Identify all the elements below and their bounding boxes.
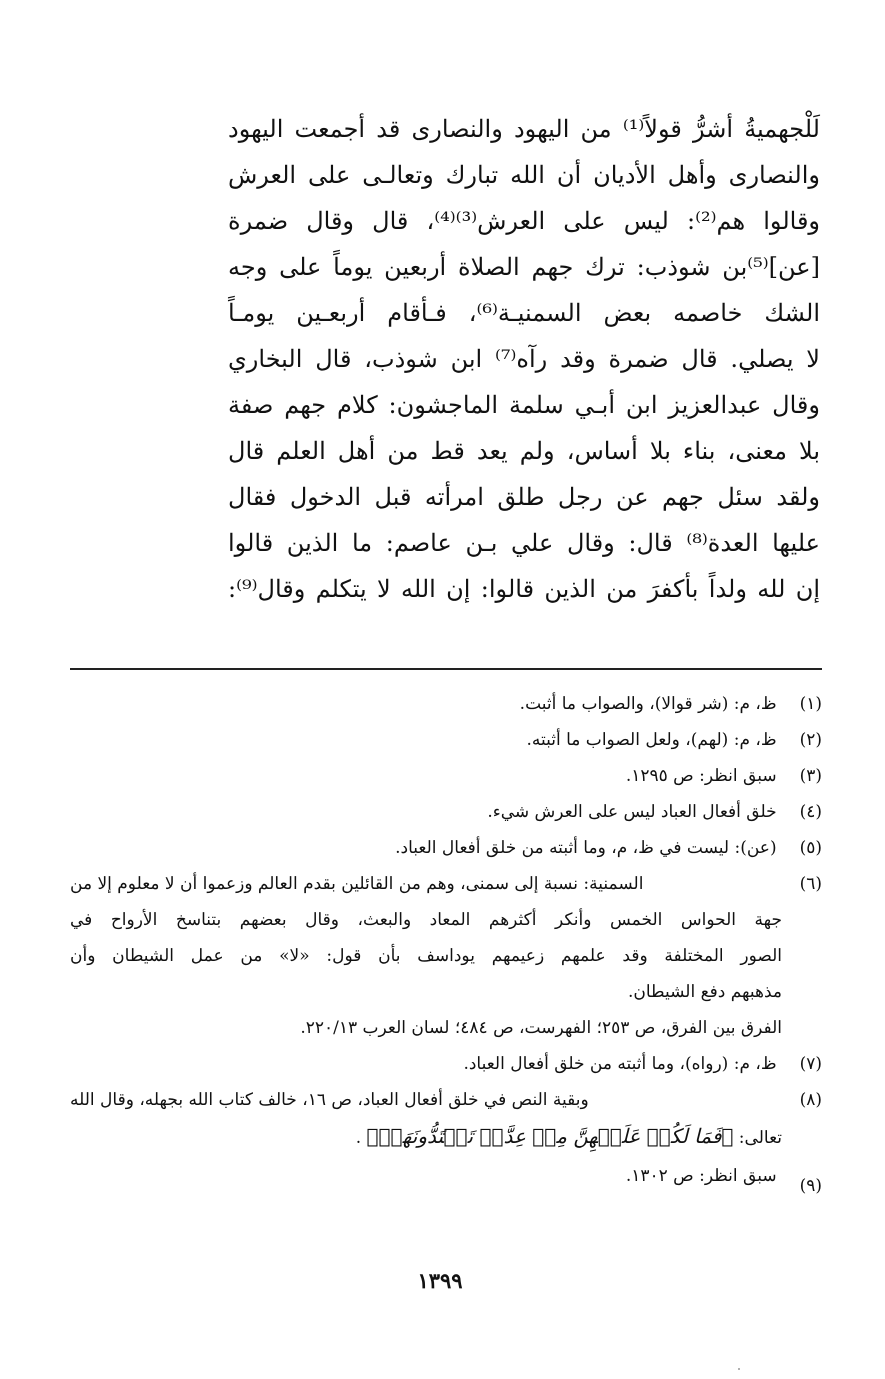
footnote-text: . [355,1128,362,1148]
footnote-number: (٧) [799,1054,822,1074]
footnote-3 [626,764,822,788]
page-number: ١٣٩٩ [417,1268,463,1293]
quran-verse: ﴿فَمَا لَكُمۡ عَلَيۡهِنَّ مِنۡ عِدَّةٖ تَعۡتَدُّونَهَاۖ﴾ [366,1124,734,1148]
footnote-6-continued: جهة الحواس الخمس وأنكر أكثرهم المعاد والبعث، وقال بعضهم بتناسخ الأرواح في [70,910,782,930]
footnote-number: (٨) [799,1090,822,1110]
footnote-number: (٢) [799,730,822,750]
main-text-line: إن لله ولداً بأكفرَ من الذين قالوا: إن الله لا يتكلم وقال⁽⁹⁾: [228,575,821,603]
footnote-6-continued: الصور المختلفة وقد علمهم زعيمهم يوداسف بأن قول: «لا» من عمل الشيطان وأن [70,946,782,966]
footnote-7 [463,1052,822,1076]
main-text-line: بلا معنى، بناء بلا أساس، ولم يعد قط من أهل العلم قال [228,437,820,465]
main-text-line: والنصارى وأهل الأديان أن الله تبارك وتعالـى على العرش [228,161,820,189]
footnote-6-sources: الفرق بين الفرق، ص ٢٥٣؛ الفهرست، ص ٤٨٤؛ لسان العرب ٢٢٠/١٣. [300,1018,782,1038]
footnote-separator [70,668,822,670]
scan-speck [738,1368,740,1370]
main-text-line: الشك خاصمه بعض السمنيـة⁽⁶⁾، فـأقام أربعـين يومـاً [228,299,820,327]
footnote-text: سبق انظر: ص ١٢٩٥. [625,766,777,786]
footnote-text: ظ، م: (شر قوالا)، والصواب ما أثبت. [519,694,777,714]
footnote-text: السمنية: نسبة إلى سمنى، وهم من القائلين بقدم العالم وزعموا أن لا معلوم إلا من [70,874,644,894]
footnote-number: (٤) [799,802,822,822]
footnote-number: (٥) [799,838,822,858]
footnote-2 [526,728,822,752]
footnote-6-continued: مذهبهم دفع الشيطان. [627,982,782,1002]
main-text-line: ولقد سئل جهم عن رجل طلق امرأته قبل الدخول فقال [228,483,820,511]
footnote-number: (٣) [799,766,822,786]
footnote-5 [395,836,822,860]
footnote-text: سبق انظر: ص ١٣٠٢. [625,1166,777,1186]
footnote-text: ظ، م: (رواه)، وما أثبته من خلق أفعال العباد. [463,1054,777,1074]
footnote-9 [625,1164,822,1196]
footnote-text: تعالى: [733,1128,782,1148]
footnote-1 [520,692,822,716]
footnote-8 [70,1088,822,1112]
main-text-line: [عن]⁽⁵⁾بن شوذب: ترك جهم الصلاة أربعين يوماً على وجه [228,253,820,281]
footnote-8-continued [356,1124,822,1150]
footnote-number: (٦) [799,874,822,894]
main-text-line: وقالوا هم⁽²⁾: ليس على العرش⁽³⁾⁽⁴⁾، قال وقال ضمرة [228,207,820,235]
footnote-number: (٩) [799,1176,822,1196]
main-text-line: وقال عبدالعزيز ابن أبـي سلمة الماجشون: كلام جهم صفة [228,391,820,419]
main-text-line: لا يصلي. قال ضمرة وقد رآه⁽⁷⁾ ابن شوذب، قال البخاري [228,345,820,373]
footnote-text: (عن): ليست في ظ، م، وما أثبته من خلق أفعال العباد. [395,838,777,858]
footnote-text: خلق أفعال العباد ليس على العرش شيء. [487,802,777,822]
main-text-line: عليها العدة⁽⁸⁾ قال: وقال علي بـن عاصم: ما الذين قالوا [228,529,820,557]
footnote-text: ظ، م: (لهم)، ولعل الصواب ما أثبته. [526,730,777,750]
footnote-number: (١) [799,694,822,714]
main-text-line: لَلْجهميةُ أشرُّ قولاً⁽¹⁾ من اليهود والنصارى قد أجمعت اليهود [228,115,820,143]
footnote-text: وبقية النص في خلق أفعال العباد، ص ١٦، خالف كتاب الله بجهله، وقال الله [70,1090,589,1110]
footnote-4 [487,800,822,824]
footnote-6 [70,872,822,896]
